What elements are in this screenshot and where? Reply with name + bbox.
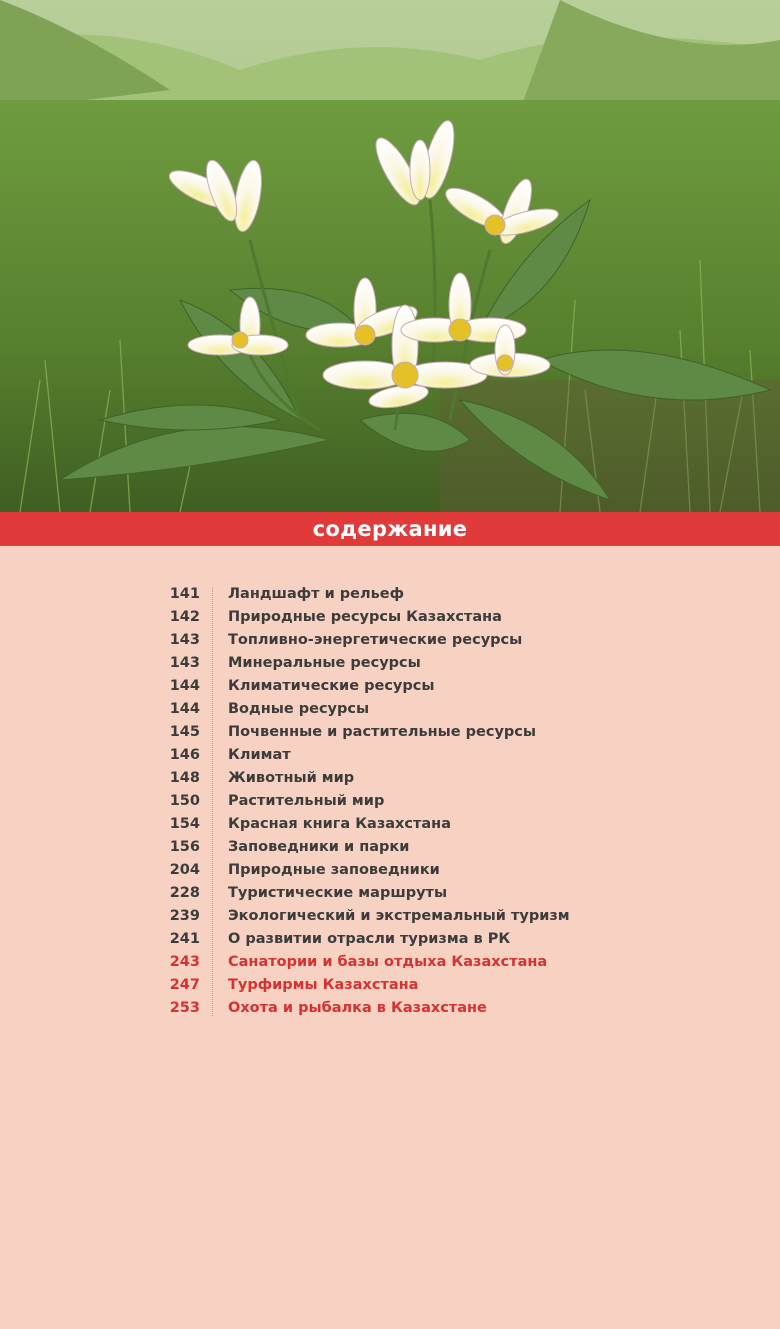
- toc-entry-title: Охота и рыбалка в Казахстане: [228, 1000, 487, 1016]
- table-of-contents: [160, 583, 720, 1020]
- toc-page-number: 144: [169, 701, 200, 717]
- section-banner: [0, 512, 780, 546]
- tulips-photo-illustration: [0, 0, 780, 512]
- toc-entry[interactable]: [160, 698, 720, 721]
- toc-entry-title: Турфирмы Казахстана: [228, 977, 419, 993]
- toc-page-number: 253: [169, 1000, 200, 1016]
- toc-entry-title: Заповедники и парки: [228, 839, 410, 855]
- toc-page-number: 243: [169, 954, 200, 970]
- toc-page-number: 143: [169, 655, 200, 671]
- toc-page-number: 146: [169, 747, 200, 763]
- toc-entry[interactable]: [160, 951, 720, 974]
- toc-entry[interactable]: [160, 767, 720, 790]
- toc-page-number: 154: [169, 816, 200, 832]
- toc-page-number: 247: [169, 977, 200, 993]
- toc-entry-title: О развитии отрасли туризма в РК: [228, 931, 511, 947]
- toc-entry-title: Ландшафт и рельеф: [228, 586, 405, 602]
- toc-entry[interactable]: [160, 583, 720, 606]
- toc-entry[interactable]: [160, 928, 720, 951]
- toc-entry-title: Почвенные и растительные ресурсы: [228, 724, 537, 740]
- header-photo: [0, 0, 780, 512]
- toc-entry-title: Водные ресурсы: [228, 701, 370, 717]
- toc-page-number: 228: [169, 885, 200, 901]
- toc-entry[interactable]: [160, 721, 720, 744]
- toc-entry-title: Климат: [228, 747, 291, 763]
- toc-entry-title: Климатические ресурсы: [228, 678, 435, 694]
- toc-entry-title: Минеральные ресурсы: [228, 655, 421, 671]
- toc-entry[interactable]: [160, 882, 720, 905]
- toc-entry[interactable]: [160, 629, 720, 652]
- toc-page-number: 144: [169, 678, 200, 694]
- toc-entry[interactable]: [160, 790, 720, 813]
- toc-entry-title: Красная книга Казахстана: [228, 816, 451, 832]
- toc-entry[interactable]: [160, 974, 720, 997]
- toc-entry[interactable]: [160, 836, 720, 859]
- toc-page-number: 150: [169, 793, 200, 809]
- toc-page-number: 142: [169, 609, 200, 625]
- toc-entry[interactable]: [160, 675, 720, 698]
- toc-entry-title: Туристические маршруты: [228, 885, 448, 901]
- toc-page-number: 143: [169, 632, 200, 648]
- toc-entry[interactable]: [160, 652, 720, 675]
- toc-entry-title: Природные заповедники: [228, 862, 440, 878]
- toc-entry-title: Растительный мир: [228, 793, 385, 809]
- toc-entry-title: Топливно-энергетические ресурсы: [228, 632, 523, 648]
- toc-entry[interactable]: [160, 997, 720, 1020]
- toc-entry-title: Природные ресурсы Казахстана: [228, 609, 502, 625]
- toc-page-number: 241: [169, 931, 200, 947]
- toc-entry[interactable]: [160, 905, 720, 928]
- toc-page-number: 239: [169, 908, 200, 924]
- toc-entry[interactable]: [160, 859, 720, 882]
- toc-page-number: 145: [169, 724, 200, 740]
- toc-page-number: 141: [169, 586, 200, 602]
- toc-entry-title: Животный мир: [228, 770, 355, 786]
- section-title: содержание: [312, 517, 468, 541]
- toc-page-number: 148: [169, 770, 200, 786]
- toc-entry[interactable]: [160, 813, 720, 836]
- toc-page-number: 204: [169, 862, 200, 878]
- toc-entry[interactable]: [160, 744, 720, 767]
- toc-entry-title: Санатории и базы отдыха Казахстана: [228, 954, 548, 970]
- toc-entry-title: Экологический и экстремальный туризм: [228, 908, 570, 924]
- toc-entry[interactable]: [160, 606, 720, 629]
- toc-page-number: 156: [169, 839, 200, 855]
